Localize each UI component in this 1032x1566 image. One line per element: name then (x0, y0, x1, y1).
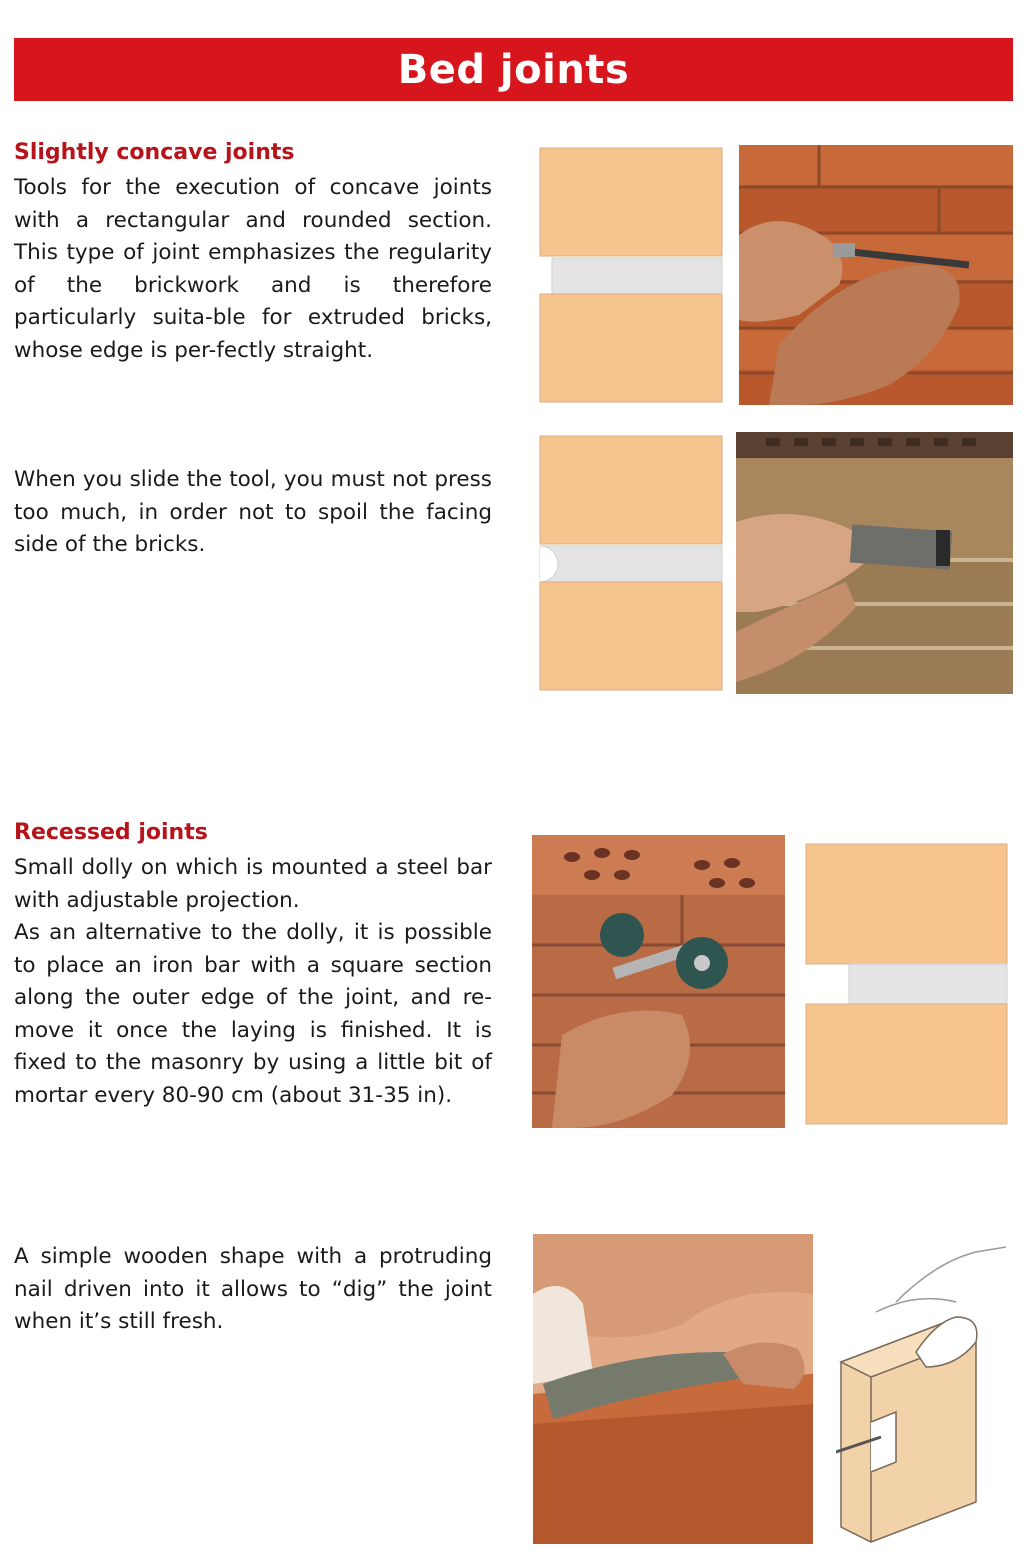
concave-tool-note: When you slide the tool, you must not press too much, in order not to spoil the facing side of the bricks. (14, 467, 492, 557)
rounded-joint-diagram (538, 434, 724, 694)
rectangular-joint-diagram (538, 146, 724, 406)
concave-description: Tools for the execution of concave joints with a rectangular and rounded section. This type of joint emphasizes the regularity of the brickwork and is therefore particularly suita-ble for extruded bricks, whose edge is per-fectly straight. (14, 175, 492, 363)
concave-tool-photo (739, 145, 1013, 405)
recessed-dolly-text: Small dolly on which is mounted a steel bar with adjustable projection. (14, 855, 492, 913)
dolly-tool-photo (532, 835, 785, 1128)
section-heading-concave: Slightly concave joints (14, 140, 295, 165)
section-heading-recessed: Recessed joints (14, 820, 208, 845)
wooden-shape-drawing (836, 1242, 1012, 1544)
rounded-tool-photo (736, 432, 1013, 694)
recessed-iron-bar-text: As an alternative to the dolly, it is possible to place an iron bar with a square section along the outer edge of the joint, and re-move it once the laying is finished. It is fixed to the masonry by using a little bit of mortar every 80-90 cm (about 31-35 in). (14, 920, 492, 1108)
wooden-shape-photo (533, 1234, 813, 1544)
title-banner (14, 38, 1013, 101)
recessed-joint-diagram (804, 842, 1009, 1126)
wooden-shape-text: A simple wooden shape with a protruding nail driven into it allows to “dig” the joint when it’s still fresh. (14, 1244, 492, 1334)
page-title: Bed joints (397, 46, 630, 93)
